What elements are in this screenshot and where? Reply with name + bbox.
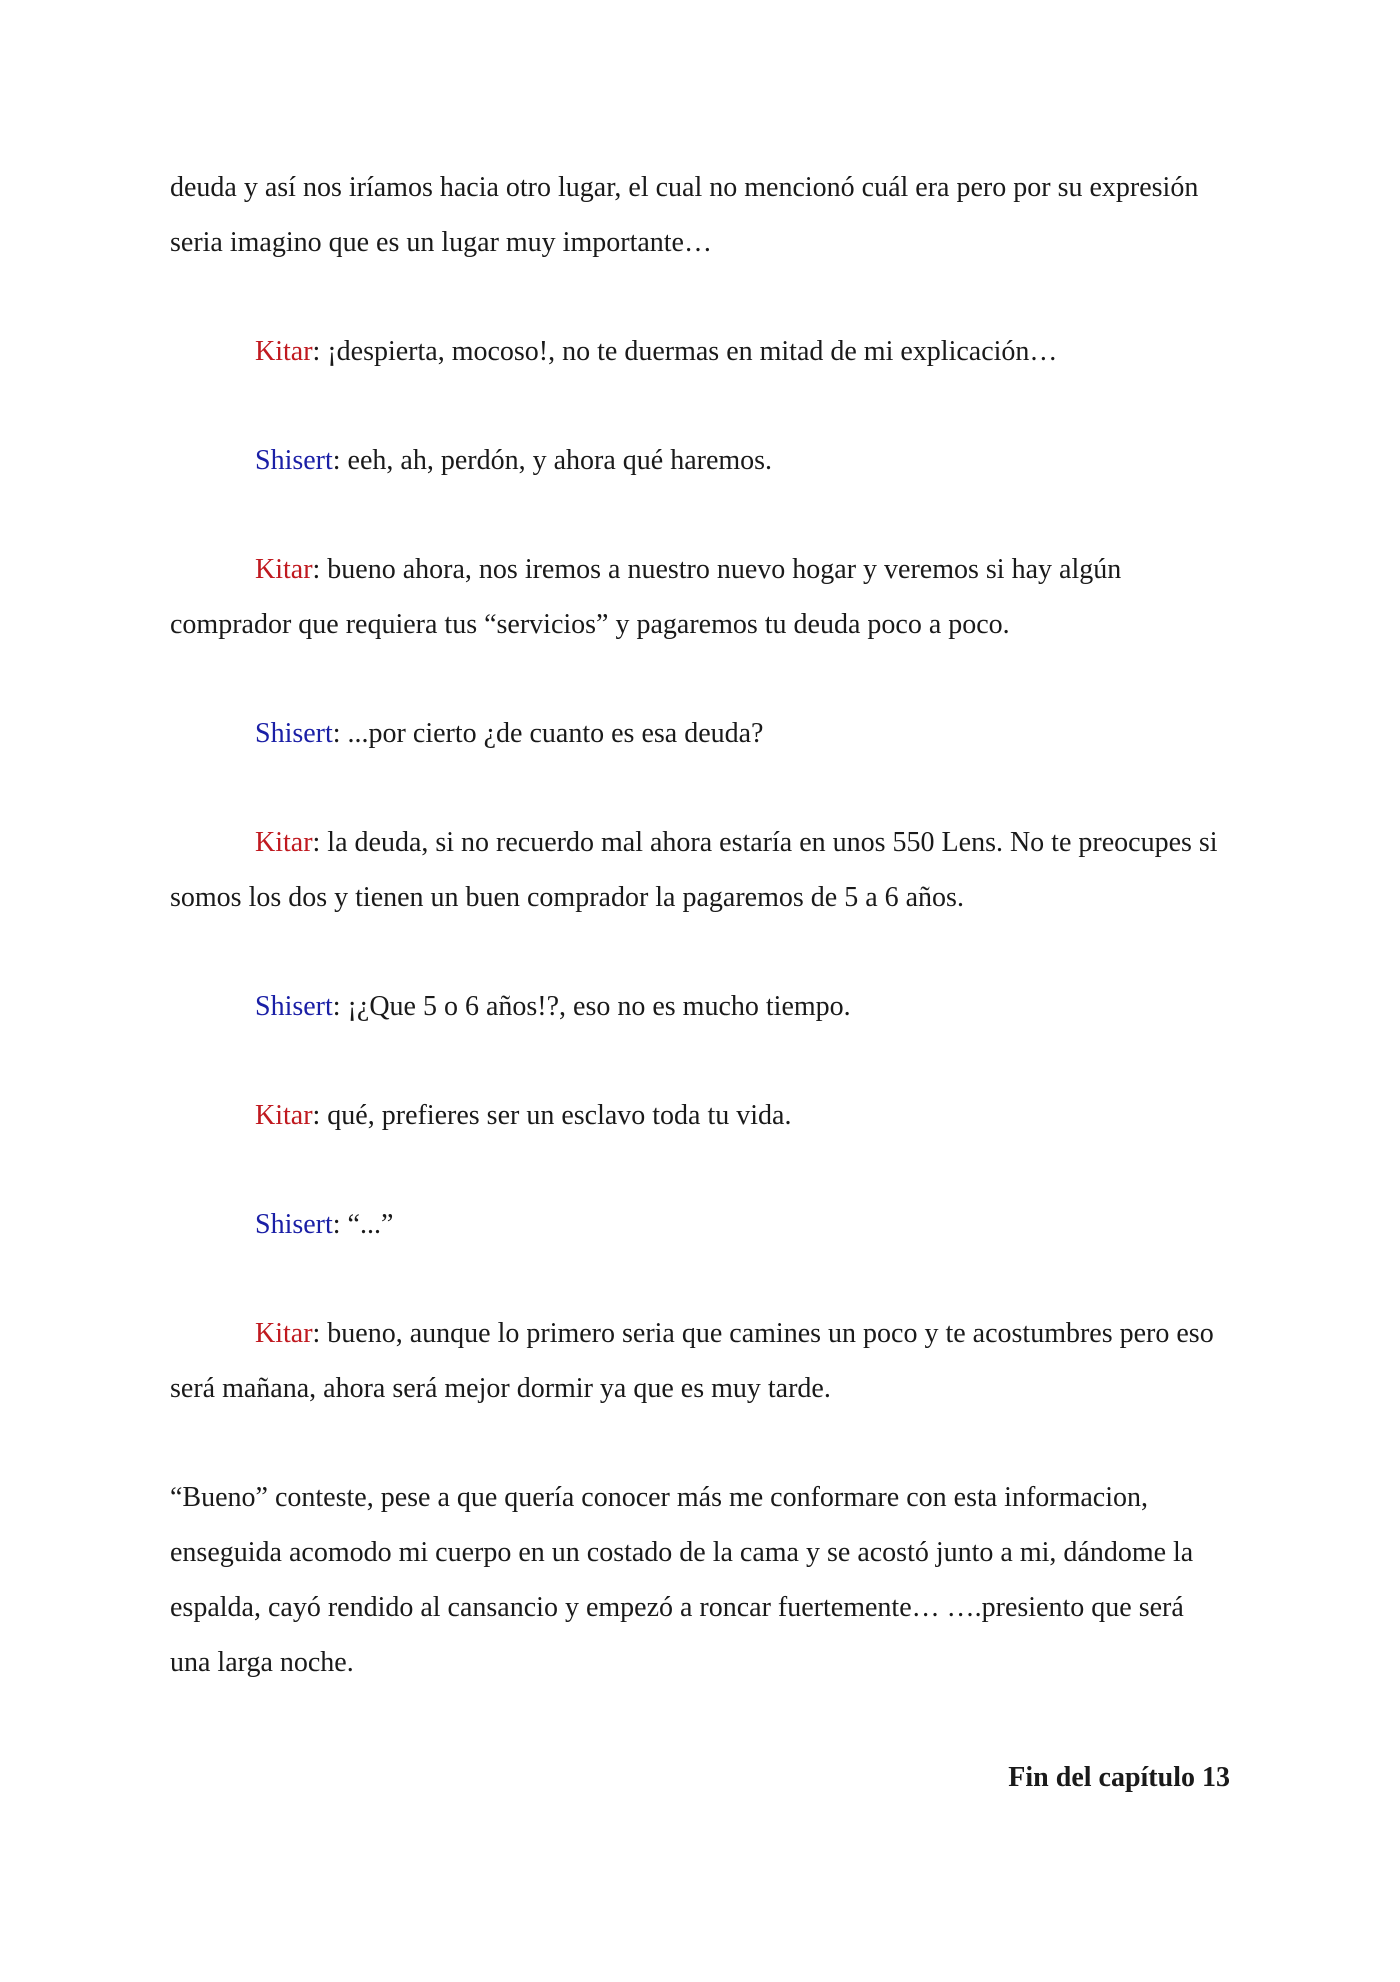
speaker-name: Shisert [255, 991, 333, 1022]
dialogue-line [170, 1197, 1230, 1252]
speaker-name: Shisert [255, 718, 333, 749]
dialogue-line [170, 1306, 1230, 1416]
dialogue-text: : ¡¿Que 5 o 6 años!?, eso no es mucho tiempo. [332, 991, 851, 1022]
dialogue-line [170, 542, 1230, 652]
speaker-name: Kitar [255, 1100, 313, 1131]
chapter-end-label: Fin del capítulo 13 [1008, 1762, 1230, 1793]
speaker-name: Kitar [255, 1318, 313, 1349]
narration-closing: “Bueno” conteste, pese a que quería conocer más me conformare con esta informacion, enseguida acomodo mi cuerpo en un costado de la cama y se acostó junto a mi, dándome la espalda, cayó rendido al cansancio y empezó a roncar fuertemente… ….presiento que será una larga noche. [170, 1482, 1194, 1678]
dialogue-text: : ¡despierta, mocoso!, no te duermas en mitad de mi explicación… [312, 336, 1058, 367]
speaker-name: Kitar [255, 554, 313, 585]
document-body [170, 160, 1230, 1744]
narration-opening: deuda y así nos iríamos hacia otro lugar, el cual no mencionó cuál era pero por su expresión seria imagino que es un lugar muy importante… [170, 172, 1199, 258]
speaker-name: Shisert [255, 1209, 333, 1240]
dialogue-text: : “...” [332, 1209, 394, 1240]
dialogue-line [170, 979, 1230, 1034]
dialogue-line [170, 706, 1230, 761]
dialogue-text: : ...por cierto ¿de cuanto es esa deuda? [332, 718, 764, 749]
speaker-name: Kitar [255, 336, 313, 367]
dialogue-text: : qué, prefieres ser un esclavo toda tu vida. [312, 1100, 792, 1131]
dialogue-line [170, 433, 1230, 488]
dialogue-text: : bueno, aunque lo primero seria que camines un poco y te acostumbres pero eso será mañana, ahora será mejor dormir ya que es muy tarde. [170, 1318, 1214, 1404]
dialogue-text: : bueno ahora, nos iremos a nuestro nuevo hogar y veremos si hay algún comprador que requiera tus “servicios” y pagaremos tu deuda poco a poco. [170, 554, 1122, 640]
speaker-name: Kitar [255, 827, 313, 858]
dialogue-text: : la deuda, si no recuerdo mal ahora estaría en unos 550 Lens. No te preocupes si somos los dos y tienen un buen comprador la pagaremos de 5 a 6 años. [170, 827, 1218, 913]
dialogue-line [170, 324, 1230, 379]
speaker-name: Shisert [255, 445, 333, 476]
dialogue-line [170, 1088, 1230, 1143]
dialogue-text: : eeh, ah, perdón, y ahora qué haremos. [332, 445, 773, 476]
dialogue-line [170, 815, 1230, 925]
